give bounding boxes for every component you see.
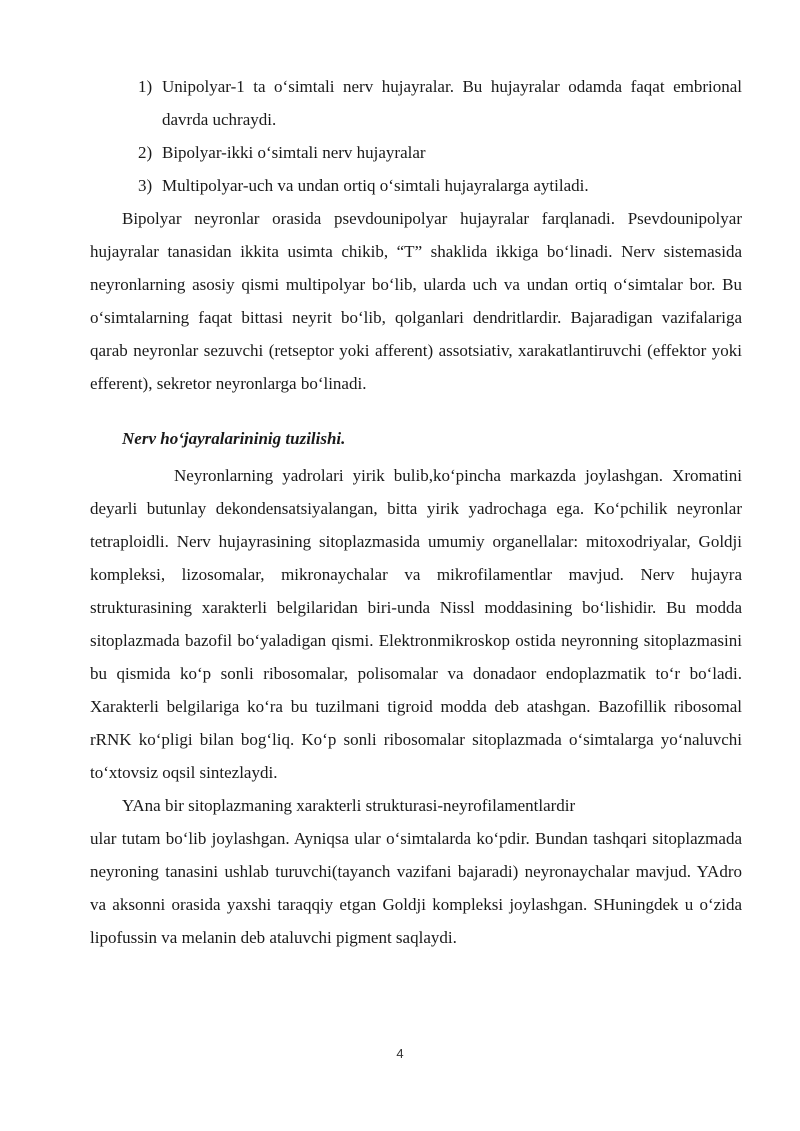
list-text: Unipolyar-1 ta o‘simtali nerv hujayralar. Bu hujayralar odamda faqat embrional davrda uchraydi. — [162, 77, 742, 129]
list-number: 2) — [138, 143, 153, 162]
page-body — [90, 70, 742, 954]
list-text: Bipolyar-ikki o‘simtali nerv hujayralar — [162, 143, 426, 162]
list-item — [90, 136, 742, 169]
list-text: Multipolyar-uch va undan ortiq o‘simtali hujayralarga aytiladi. — [162, 176, 589, 195]
paragraph-neuron-types: Bipolyar neyronlar orasida psevdounipolyar hujayralar farqlanadi. Psevdounipolyar hujayralar tanasidan ikkita usimta chikib, “T” shaklida ikkiga bo‘linadi. Nerv sistemasida neyronlarning asosiy qismi multipolyar bo‘lib, ularda uch va undan ortiq o‘simtalar bor. Bu o‘simtalarning faqat bittasi neyrit bo‘lib, qolganlari dendritlardir. Bajaradigan vazifalariga qarab neyronlar sezuvchi (retseptor yoki afferent) assotsiativ, xarakatlantiruvchi (effektor yoki efferent), sekretor neyronlarga bo‘linadi. — [90, 209, 742, 393]
list-number: 1) — [138, 77, 153, 96]
paragraph-neurofilaments: ular tutam bo‘lib joylashgan. Ayniqsa ular o‘simtalarda ko‘pdir. Bundan tashqari sitoplazmada neyroning tanasini ushlab turuvchi(tayanch vazifani bajaradi) neyronaychalar mavjud. YAdro va aksonni orasida yaxshi taraqqiy etgan Goldji kompleksi joylashgan. SHuningdek u o‘zida lipofussin va melanin deb ataluvchi pigment saqlaydi. — [90, 829, 742, 947]
page-number: 4 — [396, 1046, 404, 1061]
paragraph-neurofilaments-first-line: YAna bir sitoplazmaning xarakterli strukturasi-neyrofilamentlardir — [122, 796, 576, 815]
list-item — [90, 70, 742, 136]
list-number: 3) — [138, 176, 153, 195]
paragraph-neuron-structure: Neyronlarning yadrolari yirik bulib,ko‘pincha markazda joylashgan. Xromatini deyarli butunlay dekondensatsiyalangan, bitta yirik yadrochaga ega. Ko‘pchilik neyronlar tetraploidli. Nerv hujayrasining sitoplazmasida umumiy organellalar: mitoxodriyalar, Goldji kompleksi, lizosomalar, mikronaychalar va mikrofilamentlar mavjud. Nerv hujayra strukturasining xarakterli belgilaridan biri-unda Nissl moddasining bo‘lishidir. Bu modda sitoplazmada bazofil bo‘yaladigan qismi. Elektronmikroskop ostida neyronning sitoplazmasini bu qismida ko‘p sonli ribosomalar, polisomalar va donadaor endoplazmatik to‘r bo‘ladi. Xarakterli belgilariga ko‘ra bu tuzilmani tigroid modda deb atashgan. Bazofillik ribosomal rRNK ko‘pligi bilan bog‘liq. Ko‘p sonli ribosomalar sitoplazmada o‘simtalarga yo‘naluvchi to‘xtovsiz oqsil sintezlaydi. — [90, 466, 742, 782]
numbered-list — [90, 70, 742, 202]
section-heading: Nerv ho‘jayralarininig tuzilishi. — [122, 429, 346, 448]
list-item — [90, 169, 742, 202]
